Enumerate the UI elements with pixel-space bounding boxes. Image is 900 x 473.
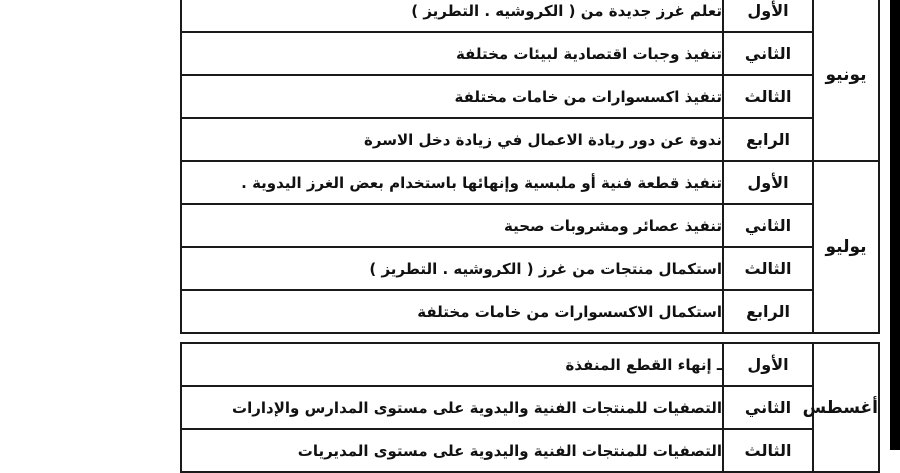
spacer-cell	[181, 333, 723, 343]
activity-cell: التصفيات للمنتجات الفنية واليدوية على مستوى المدارس والإدارات	[181, 386, 723, 429]
week-cell: الرابع	[723, 118, 813, 161]
activity-cell: استكمال منتجات من غرز ( الكروشيه . التطريز )	[181, 247, 723, 290]
activity-cell: تعلم غرز جديدة من ( الكروشيه . التطريز )	[181, 0, 723, 32]
activity-cell: استكمال الاكسسوارات من خامات مختلفة	[181, 290, 723, 333]
activity-cell: ندوة عن دور ريادة الاعمال في زيادة دخل الاسرة	[181, 118, 723, 161]
table-row	[181, 247, 879, 290]
page-edge-shadow	[890, 0, 900, 450]
activity-cell: تنفيذ اكسسوارات من خامات مختلفة	[181, 75, 723, 118]
table-spacer-row	[181, 333, 879, 343]
week-cell: الثاني	[723, 386, 813, 429]
table-row	[181, 32, 879, 75]
table-row	[181, 290, 879, 333]
activity-cell: تنفيذ قطعة فنية أو ملبسية وإنهائها باستخدام بعض الغرز اليدوية .	[181, 161, 723, 204]
week-cell: الأول	[723, 161, 813, 204]
table-row	[181, 386, 879, 429]
week-cell: الأول	[723, 343, 813, 386]
activity-cell: تنفيذ وجبات اقتصادية لبيئات مختلفة	[181, 32, 723, 75]
table-row	[181, 343, 879, 386]
table-row	[181, 118, 879, 161]
table-row	[181, 161, 879, 204]
week-cell: الأول	[723, 0, 813, 32]
activity-cell: التصفيات للمنتجات الفنية واليدوية على مستوى المديريات	[181, 429, 723, 472]
activity-cell: تنفيذ عصائر ومشروبات صحية	[181, 204, 723, 247]
table-row	[181, 204, 879, 247]
month-cell: يونيو	[813, 0, 879, 161]
week-cell: الرابع	[723, 290, 813, 333]
week-cell: الثالث	[723, 75, 813, 118]
month-cell: أغسطس	[813, 343, 879, 472]
spacer-cell	[723, 333, 813, 343]
week-cell: الثالث	[723, 247, 813, 290]
week-cell: الثاني	[723, 204, 813, 247]
table-row	[181, 429, 879, 472]
spacer-cell	[813, 333, 879, 343]
table-row	[181, 75, 879, 118]
month-cell: يوليو	[813, 161, 879, 333]
activity-plan-table	[180, 0, 880, 473]
activity-cell: ـ إنهاء القطع المنفذة	[181, 343, 723, 386]
week-cell: الثاني	[723, 32, 813, 75]
table-row	[181, 0, 879, 32]
week-cell: الثالث	[723, 429, 813, 472]
